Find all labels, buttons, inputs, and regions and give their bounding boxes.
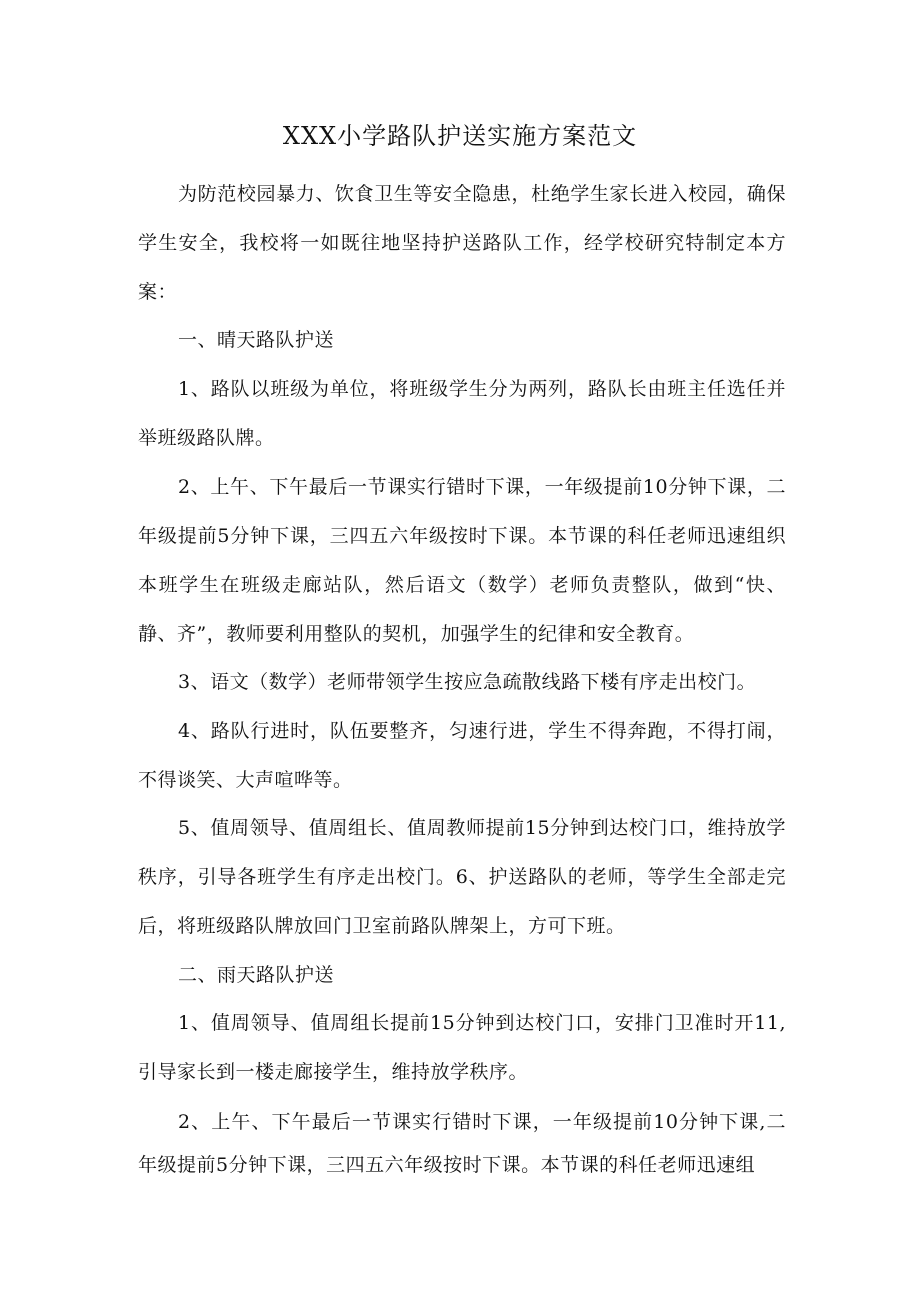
section1-item-2: 2、上午、下午最后一节课实行错时下课，一年级提前10分钟下课，二年级提前5分钟下课，三四五六年级按时下课。本节课的科任老师迅速组织本班学生在班级走廊站队，然后语文（数学）老师负责整队，做到“快、静、齐”，教师要利用整队的契机，加强学生的纪律和安全教育。 [138, 476, 786, 645]
intro-paragraph: 为防范校园暴力、饮食卫生等安全隐患，杜绝学生家长进入校园，确保学生安全，我校将一如既往地坚持护送路队工作，经学校研究特制定本方案： [138, 183, 786, 303]
section1-item-1: 1、路队以班级为单位，将班级学生分为两列，路队长由班主任选任并举班级路队牌。 [138, 378, 786, 449]
section2-item-2: 2、上午、下午最后一节课实行错时下课，一年级提前10分钟下课,二年级提前5分钟下课，三四五六年级按时下课。本节课的科任老师迅速组 [138, 1111, 786, 1176]
section1-item-4: 4、路队行进时，队伍要整齐，匀速行进，学生不得奔跑，不得打闹，不得谈笑、大声喧哗等。 [138, 720, 786, 791]
section1-item-5: 5、值周领导、值周组长、值周教师提前15分钟到达校门口，维持放学秩序，引导各班学生有序走出校门。6、护送路队的老师，等学生全部走完后，将班级路队牌放回门卫室前路队牌架上，方可下班。 [138, 817, 786, 937]
section1-heading: 一、晴天路队护送 [178, 329, 335, 351]
section2-heading: 二、雨天路队护送 [178, 964, 335, 986]
section2-item-1: 1、值周领导、值周组长提前15分钟到达校门口，安排门卫准时开11,引导家长到一楼走廊接学生，维持放学秩序。 [138, 1012, 786, 1083]
document-title: XXX小学路队护送实施方案范文 [282, 122, 638, 150]
section1-item-3: 3、语文（数学）老师带领学生按应急疏散线路下楼有序走出校门。 [178, 671, 757, 693]
